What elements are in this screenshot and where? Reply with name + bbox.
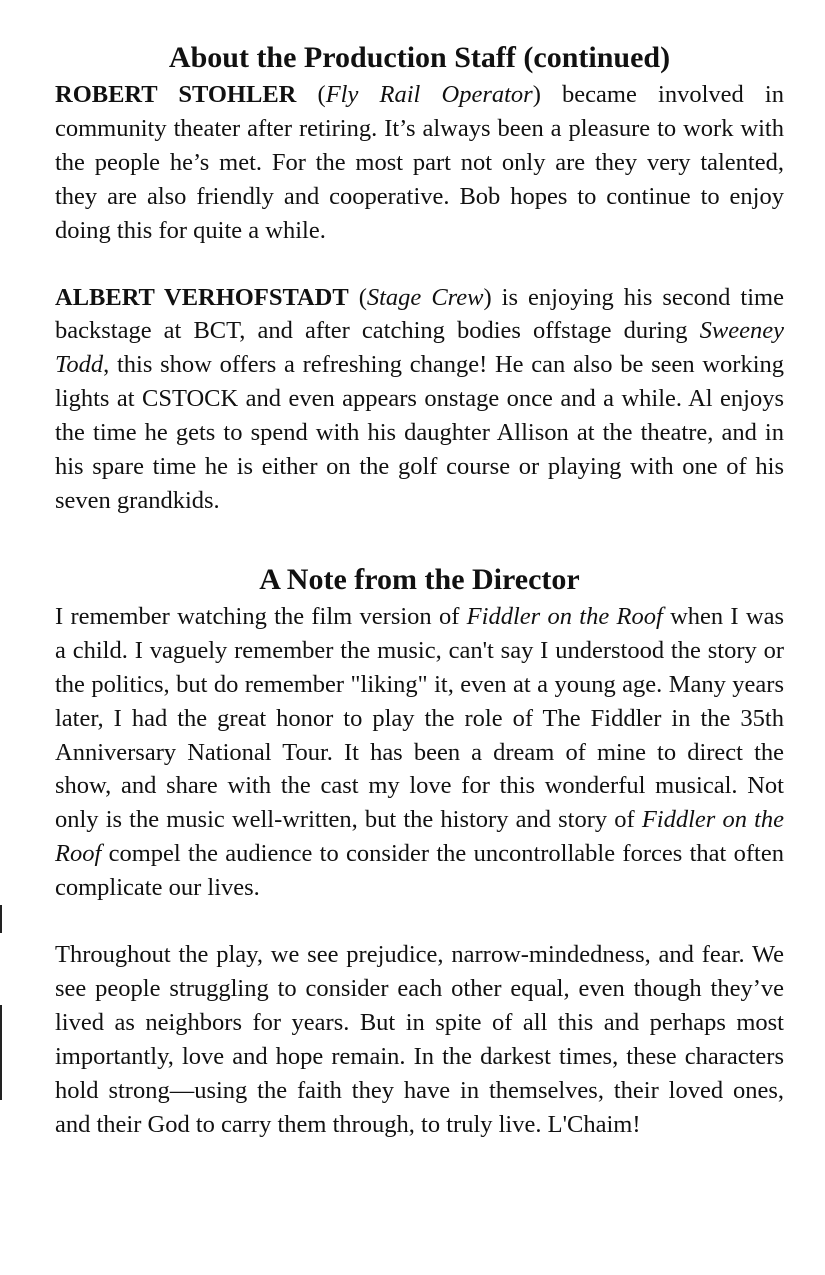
bio-role: Stage Crew [366,283,484,311]
bio-name: ROBERT STOHLER [55,81,297,108]
director-note-paragraph-1 [55,600,784,905]
director-section-title: A Note from the Director [259,562,580,596]
note-text: compel the audience to consider the uncontrollable forces that often complicate our lives. [55,840,784,902]
bio-text: ) became involved in community theater after retiring. It’s always been a pleasure to work with the people he’s met. For the most part not only are they very talented, they are also friendly and cooperative. Bob hopes to continue to enjoy doing this for quite a while. [55,81,784,244]
paragraph-spacer [55,248,784,281]
bio-paren-open: ( [296,81,326,108]
show-title: Sweeney Todd [55,317,784,379]
note-text: I remember watching the film version of [55,602,467,630]
paragraph-spacer [55,905,784,938]
director-note-paragraph-2: Throughout the play, we see prejudice, narrow-mindedness, and fear. We see people struggling to consider each other equal, even though they’ve lived as neighbors for years. But in spite of all this and perhaps most importantly, love and hope remain. In the darkest times, these characters hold strong—using the faith they have in themselves, their loved ones, and their God to carry them through, to truly live. L'Chaim! [55,941,784,1138]
page-edge-mark [0,905,2,933]
show-title: Fiddler on the Roof [466,602,663,630]
bio-paren-open: ( [348,283,367,311]
section-spacer [55,518,784,560]
program-page [55,38,784,1141]
bio-text: ) is enjoying his second time backstage at BCT, and after catching bodies offstage during [55,283,784,345]
bio-robert-stohler [55,78,784,248]
page-edge-mark [0,1005,2,1100]
bio-text: , this show offers a refreshing change! He can also be seen working lights at CSTOCK and even appears onstage once and a while. Al enjoys the time he gets to spend with his daughter Allison at the theatre, and in his spare time he is either on the golf course or playing with one of his seven grandkids. [55,351,784,514]
bio-name: ALBERT VERHOFSTADT [55,283,349,311]
staff-section-title: About the Production Staff (continued) [168,41,671,74]
note-text: when I was a child. I vaguely remember the music, can't say I understood the story or the politics, but do remember "liking" it, even at a young age. Many years later, I had the great honor to play the role of The Fiddler in the 35th Anniversary National Tour. It has been a dream of mine to direct the show, and share with the cast my love for this wonderful musical. Not only is the music well-written, but the history and story of [55,602,784,834]
bio-albert-verhofstadt [55,281,784,518]
show-title: Fiddler on the Roof [55,806,785,868]
bio-role: Fly Rail Operator [325,81,533,108]
